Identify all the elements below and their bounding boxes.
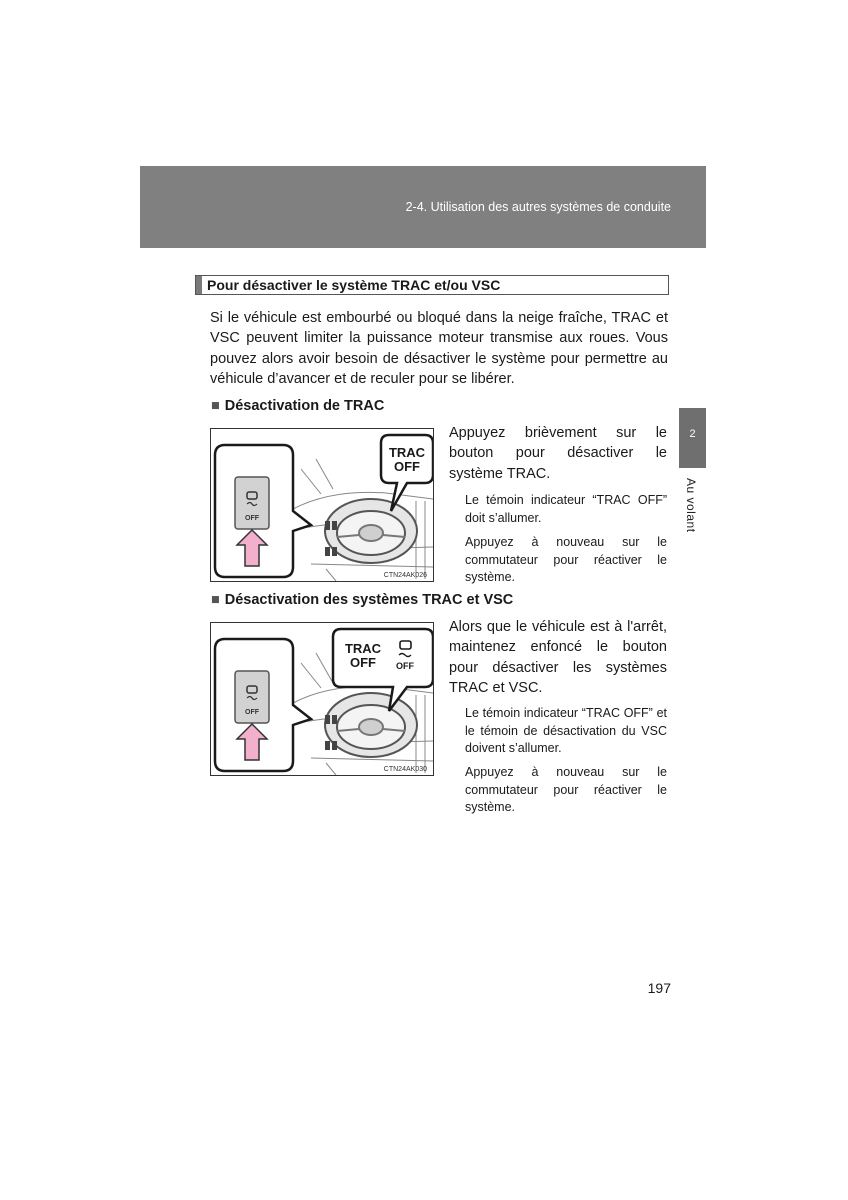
trac-vsc-note-indicator: Le témoin indicateur “TRAC OFF” et le témoin de désactivation du VSC doivent s’allumer.	[465, 706, 667, 755]
trac-vsc-note-reactivate: Appuyez à nouveau sur le commutateur pour réactiver le système.	[465, 765, 667, 814]
section-title-box	[195, 275, 669, 295]
bubble-text-trac: TRAC	[388, 445, 426, 460]
chapter-side-label-text: Au volant	[684, 478, 698, 533]
button-off-label: OFF	[245, 709, 259, 716]
chapter-tab	[679, 408, 706, 468]
page-number: 197	[647, 980, 671, 996]
square-bullet-icon: ■	[211, 398, 220, 414]
button-off-label: OFF	[245, 515, 259, 522]
chapter-header	[140, 166, 706, 248]
steering-wheel-icon	[325, 693, 417, 757]
dashboard-illustration	[211, 429, 434, 582]
square-bullet-icon: ■	[211, 592, 220, 608]
vsc-off-label: OFF	[396, 661, 414, 671]
bubble-text-trac: TRAC	[344, 641, 382, 656]
bubble-text-off: OFF	[350, 655, 376, 670]
figure-id: CTN24AK030	[383, 766, 427, 773]
chapter-side-label	[680, 478, 706, 538]
figure-id: CTN24AK026	[383, 572, 427, 579]
section-title: Pour désactiver le système TRAC et/ou VSC	[207, 277, 501, 293]
trac-vsc-heading	[211, 592, 513, 608]
chapter-title: 2-4. Utilisation des autres systèmes de conduite	[405, 200, 671, 214]
dashboard-illustration	[211, 623, 434, 776]
trac-vsc-off-figure	[210, 622, 434, 776]
trac-vsc-instruction: Alors que le véhicule est à l'arrêt, maintenez enfoncé le bouton pour désactiver les systèmes TRAC et VSC.	[449, 619, 667, 696]
chapter-tab-number: 2	[689, 428, 696, 440]
trac-heading-text: Désactivation de TRAC	[224, 398, 385, 414]
trac-instruction: Appuyez brièvement sur le bouton pour désactiver le système TRAC.	[449, 425, 667, 482]
steering-wheel-icon	[325, 499, 417, 563]
trac-off-figure	[210, 428, 434, 582]
trac-note-indicator: Le témoin indicateur “TRAC OFF” doit s’allumer.	[465, 493, 667, 525]
trac-vsc-heading-text: Désactivation des systèmes TRAC et VSC	[224, 592, 514, 608]
trac-note-reactivate: Appuyez à nouveau sur le commutateur pour réactiver le système.	[465, 535, 667, 584]
section-title-marker	[196, 276, 202, 294]
bubble-text-off: OFF	[394, 459, 420, 474]
trac-heading	[211, 398, 384, 414]
intro-paragraph: Si le véhicule est embourbé ou bloqué dans la neige fraîche, TRAC et VSC peuvent limiter la puissance moteur transmise aux roues. Vous pouvez alors avoir besoin de désactiver le système pour permettre au véhicule d’avancer et de reculer pour se libérer.	[210, 310, 668, 387]
